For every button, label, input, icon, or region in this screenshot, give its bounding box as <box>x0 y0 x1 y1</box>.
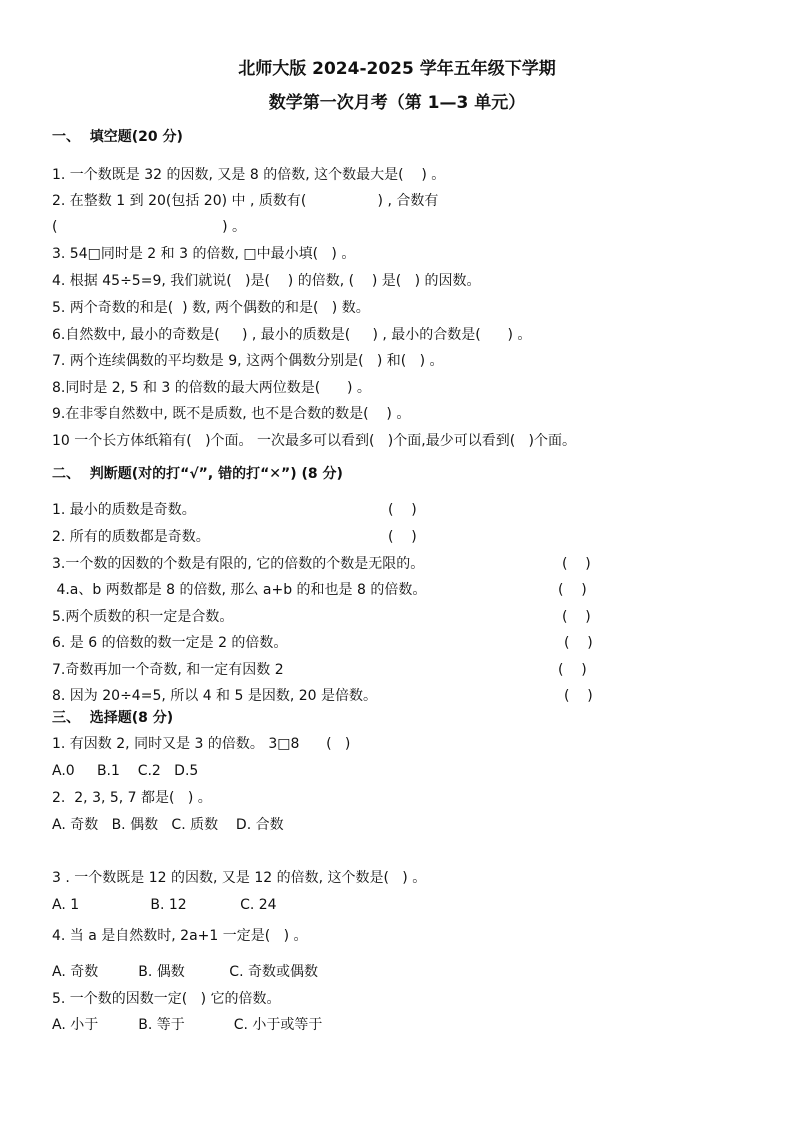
fill-q1: 1. 一个数既是 32 的因数, 又是 8 的倍数, 这个数最大是( ) 。 <box>52 167 446 183</box>
choice-q1-options: A.0 B.1 C.2 D.5 <box>52 763 199 779</box>
choice-q3: 3 . 一个数既是 12 的因数, 又是 12 的倍数, 这个数是( ) 。 <box>52 870 427 886</box>
tf-q7-bracket: ( ) <box>558 662 587 678</box>
section-true-false-heading: 二、 判断题(对的打“√”, 错的打“✕”) (8 分) <box>52 466 343 482</box>
tf-q4-bracket: ( ) <box>558 582 587 598</box>
tf-q5-bracket: ( ) <box>562 609 591 625</box>
fill-q2-line1: 2. 在整数 1 到 20(包括 20) 中 , 质数有( ) , 合数有 <box>52 193 439 209</box>
tf-q6-bracket: ( ) <box>564 635 593 651</box>
tf-q1-bracket: ( ) <box>388 502 417 518</box>
fill-q3: 3. 54□同时是 2 和 3 的倍数, □中最小填( ) 。 <box>52 246 356 262</box>
tf-q2-bracket: ( ) <box>388 529 417 545</box>
choice-q5-options: A. 小于 B. 等于 C. 小于或等于 <box>52 1017 323 1033</box>
tf-q7: 7.奇数再加一个奇数, 和一定有因数 2 <box>52 662 284 678</box>
tf-q8: 8. 因为 20÷4=5, 所以 4 和 5 是因数, 20 是倍数。 <box>52 688 378 704</box>
tf-q1: 1. 最小的质数是奇数。 <box>52 502 196 518</box>
tf-q5: 5.两个质数的积一定是合数。 <box>52 609 234 625</box>
choice-q3-options: A. 1 B. 12 C. 24 <box>52 897 277 913</box>
page-title: 北师大版 2024-2025 学年五年级下学期 <box>238 59 556 79</box>
fill-q8: 8.同时是 2, 5 和 3 的倍数的最大两位数是( ) 。 <box>52 380 371 396</box>
fill-q7: 7. 两个连续偶数的平均数是 9, 这两个偶数分别是( ) 和( ) 。 <box>52 353 444 369</box>
choice-q1: 1. 有因数 2, 同时又是 3 的倍数。 3□8 ( ) <box>52 736 351 752</box>
tf-q8-bracket: ( ) <box>564 688 593 704</box>
fill-q9: 9.在非零自然数中, 既不是质数, 也不是合数的数是( ) 。 <box>52 406 411 422</box>
choice-q2: 2. 2, 3, 5, 7 都是( ) 。 <box>52 790 212 806</box>
choice-q4-options: A. 奇数 B. 偶数 C. 奇数或偶数 <box>52 964 318 980</box>
fill-q10: 10 一个长方体纸箱有( )个面。 一次最多可以看到( )个面,最少可以看到( )个面。 <box>52 433 576 449</box>
tf-q2: 2. 所有的质数都是奇数。 <box>52 529 210 545</box>
fill-q6: 6.自然数中, 最小的奇数是( ) , 最小的质数是( ) , 最小的合数是( ) 。 <box>52 327 532 343</box>
choice-q5: 5. 一个数的因数一定( ) 它的倍数。 <box>52 991 281 1007</box>
fill-q2-line2: ( ) 。 <box>52 219 247 235</box>
tf-q3-bracket: ( ) <box>562 556 591 572</box>
fill-q5: 5. 两个奇数的和是( ) 数, 两个偶数的和是( ) 数。 <box>52 300 370 316</box>
choice-q4: 4. 当 a 是自然数时, 2a+1 一定是( ) 。 <box>52 928 308 944</box>
section-choice-heading: 三、 选择题(8 分) <box>52 710 174 726</box>
fill-q4: 4. 根据 45÷5=9, 我们就说( )是( ) 的倍数, ( ) 是( ) 的因数。 <box>52 273 481 289</box>
tf-q4: 4.a、b 两数都是 8 的倍数, 那么 a+b 的和也是 8 的倍数。 <box>52 582 427 598</box>
tf-q3: 3.一个数的因数的个数是有限的, 它的倍数的个数是无限的。 <box>52 556 425 572</box>
section-fill-blank-heading: 一、 填空题(20 分) <box>52 129 183 145</box>
choice-q2-options: A. 奇数 B. 偶数 C. 质数 D. 合数 <box>52 817 284 833</box>
page-subtitle: 数学第一次月考（第 1—3 单元） <box>268 93 526 113</box>
tf-q6: 6. 是 6 的倍数的数一定是 2 的倍数。 <box>52 635 288 651</box>
